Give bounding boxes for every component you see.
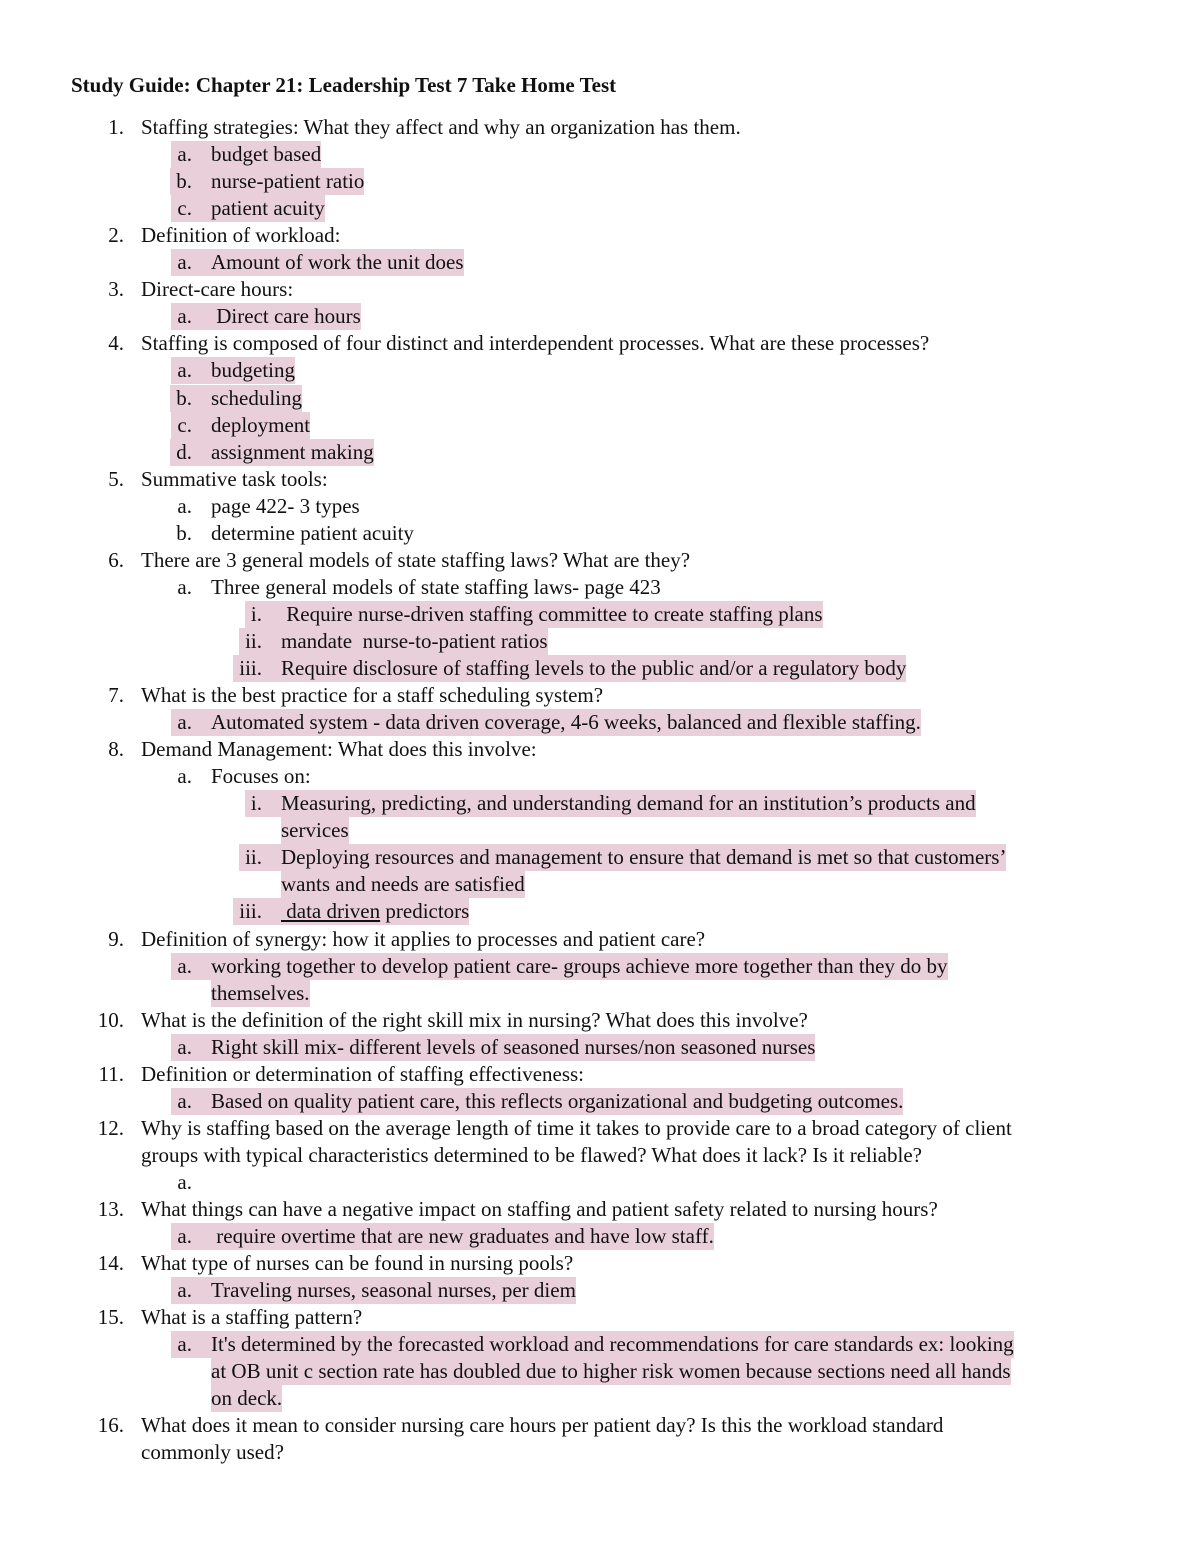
- line-text: Right skill mix- different levels of seasoned nurses/non seasoned nurses: [211, 1034, 816, 1059]
- answer-line: [0, 1358, 1200, 1385]
- list-marker: i.: [245, 601, 281, 628]
- line-text: There are 3 general models of state staffing laws? What are they?: [141, 547, 691, 572]
- question-line: [0, 1304, 1200, 1331]
- question-line: [0, 114, 1200, 141]
- line-text: commonly used?: [141, 1440, 284, 1465]
- question-line: [0, 1007, 1200, 1034]
- answer-line: [0, 1223, 1200, 1250]
- list-marker: c.: [171, 412, 211, 439]
- answer-line: [0, 195, 1200, 222]
- question-line: [0, 330, 1200, 357]
- list-marker: a.: [171, 1331, 211, 1358]
- list-marker: 14.: [97, 1251, 124, 1276]
- list-marker: a.: [171, 1277, 211, 1304]
- line-text: budgeting: [211, 358, 295, 383]
- list-marker: a.: [177, 1169, 192, 1194]
- line-text: page 422- 3 types: [211, 493, 360, 518]
- list-marker: i.: [245, 790, 281, 817]
- list-marker: 5.: [108, 466, 124, 491]
- answer-line: [0, 303, 1200, 330]
- question-line: [0, 1196, 1200, 1223]
- list-marker: 9.: [108, 926, 124, 951]
- line-text: on deck.: [211, 1386, 283, 1411]
- line-text: Direct care hours: [211, 304, 361, 329]
- list-marker: a.: [171, 303, 211, 330]
- question-line: [0, 926, 1200, 953]
- answer-line: [0, 412, 1200, 439]
- question-line: [0, 1439, 1200, 1466]
- sub-answer-line: [0, 601, 1200, 628]
- answer-line: [0, 439, 1200, 466]
- line-text: Based on quality patient care, this reflects organizational and budgeting outcomes.: [211, 1088, 904, 1113]
- sub-answer-line: [0, 655, 1200, 682]
- page-title: Study Guide: Chapter 21: Leadership Test 7 Take Home Test: [71, 73, 617, 97]
- answer-line: [0, 1088, 1200, 1115]
- question-line: [0, 547, 1200, 574]
- line-text: Measuring, predicting, and understanding demand for an institution’s products and: [281, 791, 976, 816]
- line-text: Definition of workload:: [141, 223, 341, 248]
- list-marker: d.: [170, 439, 211, 466]
- list-marker: 4.: [108, 331, 124, 356]
- line-text: nurse-patient ratio: [211, 169, 365, 194]
- list-marker: a.: [171, 141, 211, 168]
- sub-answer-line: [0, 844, 1200, 871]
- answer-line: [0, 1169, 1200, 1196]
- line-text: What is the best practice for a staff scheduling system?: [141, 683, 604, 708]
- line-text: Direct-care hours:: [141, 277, 294, 302]
- answer-line: [0, 1034, 1200, 1061]
- answer-line: [0, 357, 1200, 384]
- list-marker: a.: [177, 574, 192, 599]
- line-text: Three general models of state staffing laws- page 423: [211, 574, 661, 599]
- question-line: [0, 1061, 1200, 1088]
- line-text: It's determined by the forecasted workload and recommendations for care standards ex: looking: [211, 1332, 1014, 1357]
- list-marker: a.: [171, 953, 211, 980]
- list-marker: a.: [171, 357, 211, 384]
- line-text: groups with typical characteristics determined to be flawed? What does it lack? Is it reliable?: [141, 1142, 922, 1167]
- answer-line: [0, 249, 1200, 276]
- list-marker: 13.: [97, 1197, 124, 1221]
- line-text: Amount of work the unit does: [211, 250, 464, 275]
- sub-answer-line: [0, 898, 1200, 925]
- list-marker: iii.: [233, 655, 281, 682]
- line-text: mandate nurse-to-patient ratios: [281, 628, 548, 653]
- line-text: Require disclosure of staffing levels to the public and/or a regulatory body: [281, 656, 907, 680]
- line-text: Focuses on:: [211, 764, 311, 789]
- list-marker: ii.: [239, 628, 281, 655]
- list-marker: 3.: [108, 277, 124, 302]
- line-text: Traveling nurses, seasonal nurses, per diem: [211, 1278, 576, 1303]
- line-text: Automated system - data driven coverage, 4-6 weeks, balanced and flexible staffing.: [211, 710, 921, 735]
- list-marker: 6.: [108, 547, 124, 572]
- list-marker: 16.: [97, 1413, 124, 1438]
- question-line: [0, 1115, 1200, 1142]
- line-text: Staffing strategies: What they affect and why an organization has them.: [141, 115, 741, 139]
- answer-line: [0, 520, 1200, 547]
- list-marker: 12.: [97, 1115, 124, 1140]
- list-marker: b.: [170, 168, 211, 195]
- answer-line: [0, 1385, 1200, 1412]
- line-text: predictors: [380, 899, 470, 924]
- question-line: [0, 1142, 1200, 1169]
- list-marker: ii.: [239, 844, 281, 871]
- question-line: [0, 276, 1200, 303]
- line-text: Definition or determination of staffing effectiveness:: [141, 1061, 585, 1086]
- answer-line: [0, 953, 1200, 980]
- question-line: [0, 1250, 1200, 1277]
- list-marker: 8.: [108, 737, 124, 762]
- line-text: What type of nurses can be found in nursing pools?: [141, 1251, 574, 1276]
- line-text: Why is staffing based on the average length of time it takes to provide care to a broad category of client: [141, 1115, 1012, 1140]
- list-marker: iii.: [233, 898, 281, 925]
- question-line: [0, 1412, 1200, 1439]
- list-marker: 7.: [108, 683, 124, 708]
- underlined-text: data driven: [281, 899, 381, 924]
- answer-line: [0, 493, 1200, 520]
- list-marker: a.: [171, 1034, 211, 1061]
- answer-line: [0, 1277, 1200, 1304]
- list-marker: b.: [176, 520, 192, 545]
- line-text: scheduling: [211, 385, 302, 410]
- answer-line: [0, 709, 1200, 736]
- sub-answer-line: [0, 790, 1200, 817]
- sub-answer-line: [0, 871, 1200, 898]
- line-text: determine patient acuity: [211, 520, 414, 545]
- line-text: What things can have a negative impact on staffing and patient safety related to nursing hours?: [141, 1197, 938, 1221]
- line-text: require overtime that are new graduates and have low staff.: [211, 1224, 714, 1249]
- line-text: wants and needs are satisfied: [281, 872, 525, 897]
- line-text: Definition of synergy: how it applies to processes and patient care?: [141, 926, 706, 951]
- list-marker: b.: [170, 385, 211, 412]
- line-text: budget based: [211, 142, 322, 167]
- answer-line: [0, 141, 1200, 168]
- line-text: services: [281, 818, 349, 843]
- list-marker: 10.: [97, 1007, 124, 1032]
- answer-line: [0, 385, 1200, 412]
- line-text: Summative task tools:: [141, 466, 328, 491]
- line-text: Deploying resources and management to ensure that demand is met so that customers’: [281, 845, 1007, 870]
- line-text: What is a staffing pattern?: [141, 1305, 363, 1330]
- list-marker: 2.: [108, 223, 124, 248]
- question-line: [0, 736, 1200, 763]
- answer-line: [0, 980, 1200, 1007]
- line-text: assignment making: [211, 439, 374, 464]
- question-line: [0, 682, 1200, 709]
- list-marker: a.: [177, 764, 192, 789]
- line-text: at OB unit c section rate has doubled due to higher risk women because sections need all hands: [211, 1359, 1011, 1384]
- list-marker: a.: [171, 709, 211, 736]
- line-text: What does it mean to consider nursing care hours per patient day? Is this the workload standard: [141, 1413, 944, 1438]
- sub-answer-line: [0, 817, 1200, 844]
- sub-answer-line: [0, 628, 1200, 655]
- line-text: Demand Management: What does this involve:: [141, 737, 537, 762]
- line-text-group: [281, 898, 469, 925]
- answer-line: [0, 1331, 1200, 1358]
- line-text: themselves.: [211, 980, 310, 1005]
- line-text: patient acuity: [211, 196, 325, 221]
- list-marker: a.: [171, 1223, 211, 1250]
- list-marker: a.: [171, 249, 211, 276]
- list-marker: a.: [177, 493, 192, 518]
- line-text: Require nurse-driven staffing committee to create staffing plans: [281, 601, 823, 626]
- question-line: [0, 466, 1200, 493]
- line-text: Staffing is composed of four distinct and interdependent processes. What are these processes?: [141, 331, 930, 356]
- line-text: working together to develop patient care- groups achieve more together than they do by: [211, 953, 948, 978]
- answer-line: [0, 168, 1200, 195]
- list-marker: 1.: [108, 115, 124, 139]
- question-line: [0, 222, 1200, 249]
- line-text: What is the definition of the right skill mix in nursing? What does this involve?: [141, 1007, 808, 1032]
- answer-line: [0, 763, 1200, 790]
- answer-line: [0, 574, 1200, 601]
- line-text: deployment: [211, 412, 311, 437]
- list-marker: 11.: [98, 1061, 124, 1086]
- list-marker: 15.: [97, 1305, 124, 1330]
- list-marker: c.: [171, 195, 211, 222]
- list-marker: a.: [171, 1088, 211, 1115]
